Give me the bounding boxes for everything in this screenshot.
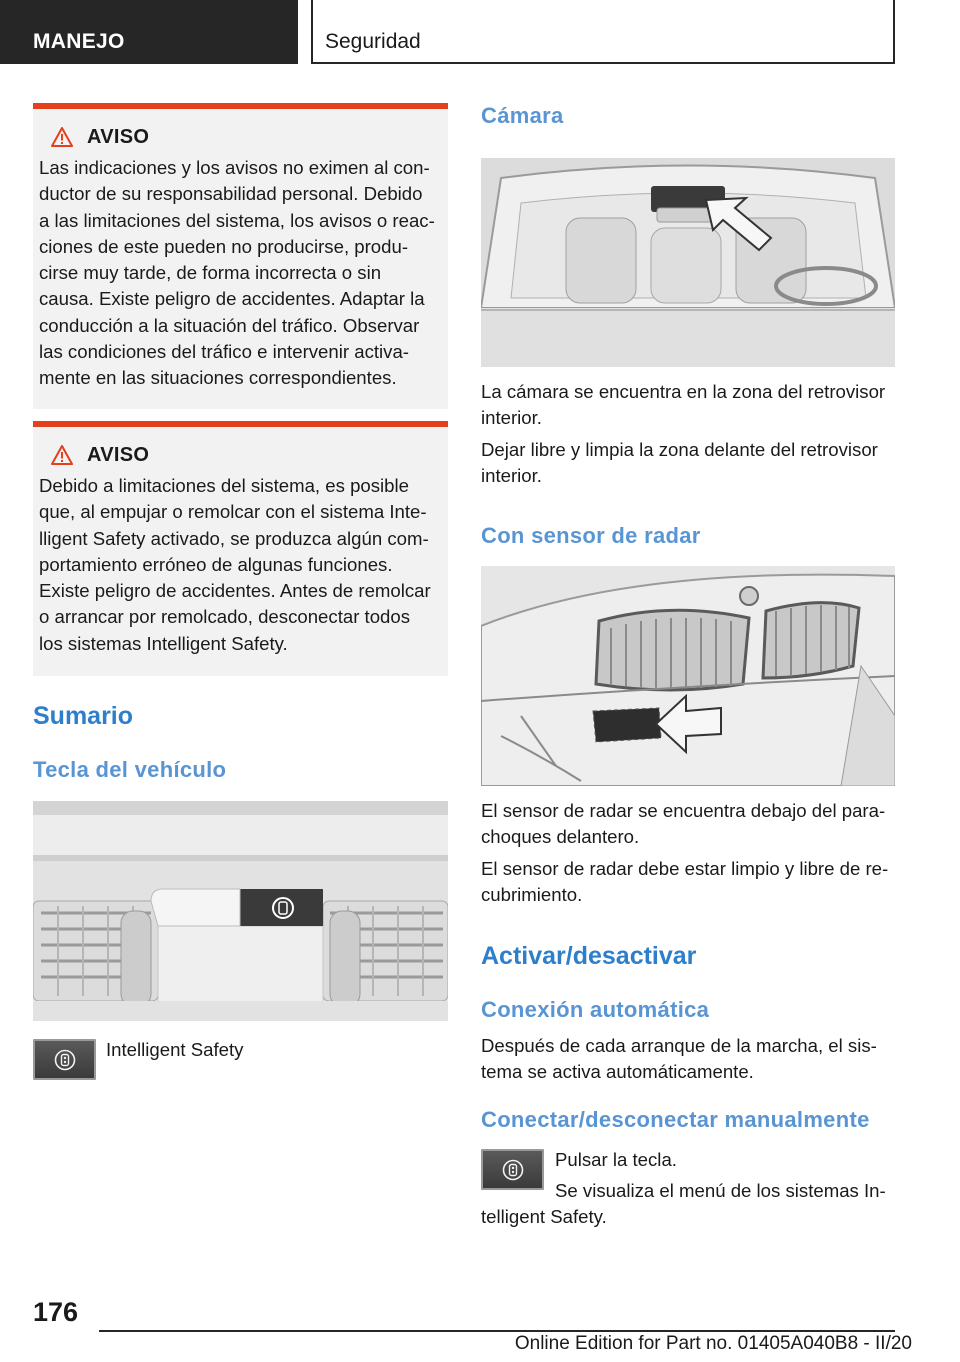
page-number: 176 — [33, 1297, 79, 1327]
warning-line: portamiento erróneo de algunas funciones. — [39, 553, 393, 575]
manual-step-1: Pulsar la tecla. — [555, 1149, 677, 1170]
camara-paragraph-2-line: Dejar libre y limpia la zona delante del retrovisor — [481, 439, 878, 460]
heading-sumario: Sumario — [33, 702, 134, 730]
warning-triangle-icon — [51, 127, 73, 147]
auto-paragraph-line: tema se activa automáticamente. — [481, 1061, 754, 1082]
header-section-tab — [0, 0, 298, 64]
warning-line: que, al empujar o remolcar con el sistema Inte‐ — [39, 501, 427, 523]
manual-step-2-line: Se visualiza el menú de los sistemas In‐ — [555, 1180, 886, 1201]
radar-paragraph-2-line: cubrimiento. — [481, 884, 583, 905]
dashboard-button-illustration — [33, 801, 448, 1021]
warning-line: Debido a limitaciones del sistema, es posible — [39, 475, 409, 496]
auto-paragraph-line: Después de cada arranque de la marcha, el sis‐ — [481, 1035, 877, 1056]
warning-box-1 — [33, 103, 448, 409]
radar-paragraph-1-line: El sensor de radar se encuentra debajo del para‐ — [481, 800, 886, 821]
heading-conexion-automatica: Conexión automática — [481, 997, 710, 1022]
camara-paragraph-1-line: interior. — [481, 407, 542, 428]
warning-line: cirse muy tarde, de forma incorrecta o sin — [39, 262, 382, 284]
radar-paragraph-2-line: El sensor de radar debe estar limpio y libre de re‐ — [481, 858, 889, 879]
radar-paragraph-1-line: choques delantero. — [481, 826, 640, 847]
warning-line: causa. Existe peligro de accidentes. Adaptar la — [39, 288, 425, 310]
warning-line: ductor de su responsabilidad personal. Debido — [39, 183, 423, 205]
heading-sensor-radar: Con sensor de radar — [481, 523, 701, 548]
warning-title: AVISO — [87, 443, 150, 466]
footer-divider — [99, 1330, 895, 1332]
intelligent-safety-key-icon — [481, 1149, 544, 1190]
camara-paragraph-2-line: interior. — [481, 465, 542, 486]
heading-conectar-manualmente: Conectar/desconectar manualmente — [481, 1107, 870, 1132]
warning-line: conducción a la situación del tráfico. Observar — [39, 314, 420, 336]
camera-location-illustration — [481, 158, 895, 367]
header-chapter-tab — [311, 0, 895, 64]
manual-step-2-line: telligent Safety. — [481, 1206, 607, 1227]
warning-line: Existe peligro de accidentes. Antes de remolcar — [39, 580, 431, 602]
heading-tecla-vehiculo: Tecla del vehículo — [33, 757, 227, 782]
intelligent-safety-key-icon — [33, 1039, 96, 1080]
warning-line: las condiciones del tráfico e intervenir activa‐ — [39, 341, 409, 363]
warning-box-2 — [33, 421, 448, 676]
warning-line: a las limitaciones del sistema, los avisos o reac‐ — [39, 209, 435, 231]
warning-triangle-icon — [51, 445, 73, 465]
heading-camara: Cámara — [481, 103, 564, 128]
key-label: Intelligent Safety — [106, 1039, 244, 1060]
warning-line: Las indicaciones y los avisos no eximen al con‐ — [39, 157, 430, 178]
header-chapter-label: Seguridad — [325, 30, 421, 53]
warning-line: o arrancar por remolcado, desconectar todos — [39, 606, 411, 628]
footer-edition: Online Edition for Part no. 01405A040B8 - II/20 — [514, 1333, 912, 1354]
warning-line: mente en las situaciones correspondientes. — [39, 367, 397, 389]
warning-line: lligent Safety activado, se produzca algún com‐ — [39, 527, 429, 549]
warning-line: los sistemas Intelligent Safety. — [39, 632, 288, 654]
header-section-label: MANEJO — [33, 30, 125, 53]
warning-title: AVISO — [87, 125, 150, 148]
camara-paragraph-1-line: La cámara se encuentra en la zona del retrovisor — [481, 381, 886, 402]
heading-activar-desactivar: Activar/desactivar — [481, 942, 697, 970]
radar-sensor-illustration — [481, 566, 895, 786]
warning-line: ciones de este pueden no producirse, produ‐ — [39, 235, 409, 257]
